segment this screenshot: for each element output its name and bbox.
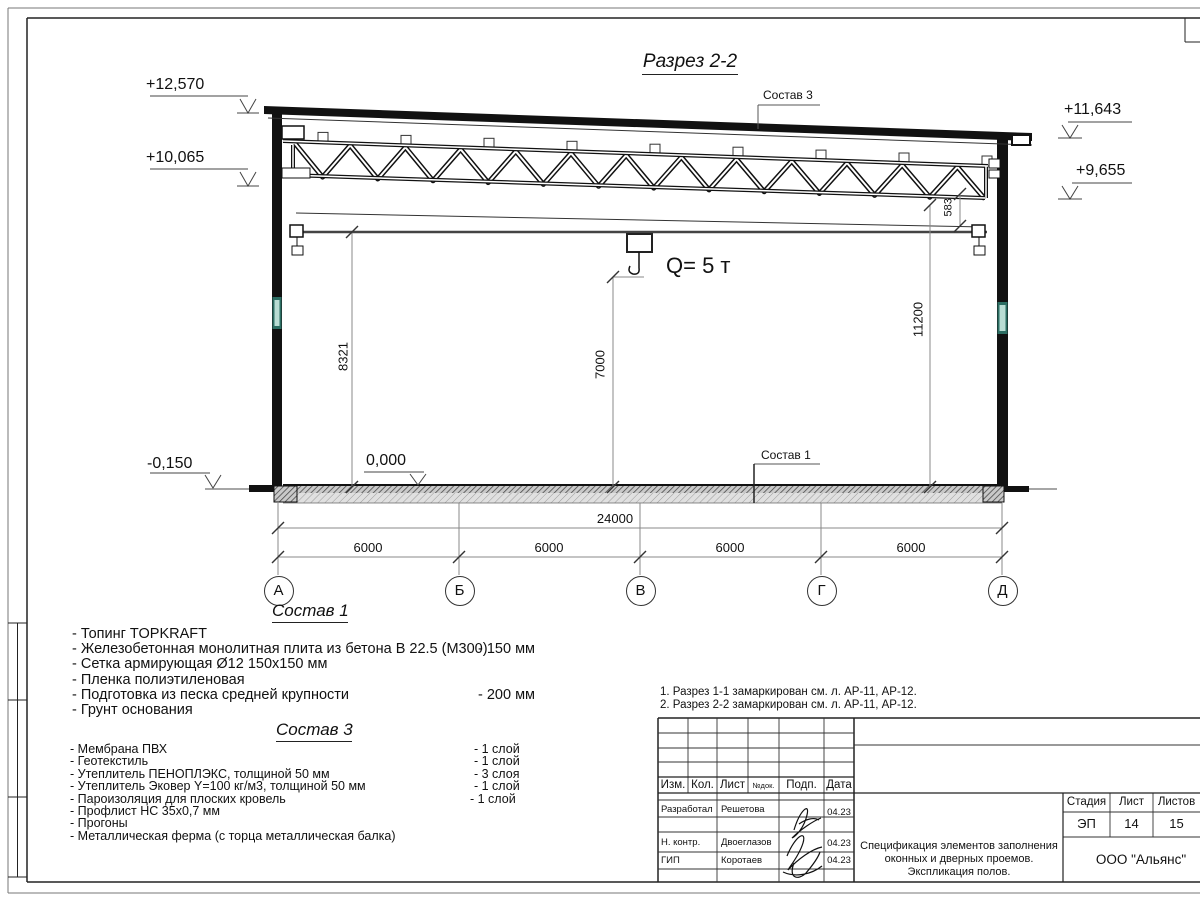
- spec1-item-value: - 200 мм: [478, 687, 536, 703]
- dim-11200: 11200: [910, 301, 926, 338]
- spec3-item: - Утеплитель Эковер Y=100 кг/м3, толщиной 50 мм: [70, 779, 366, 793]
- dim-bay-2: 6000: [534, 540, 564, 555]
- elevation-minus0150: -0,150: [147, 455, 193, 472]
- stamp-doc-title-line2: оконных и дверных проемов.: [884, 853, 1034, 865]
- spec1-item: - Железобетонная монолитная плита из бетона В 22.5 (М300): [72, 641, 488, 657]
- axis-bubble-g: Г: [807, 576, 837, 606]
- spec1-item: - Подготовка из песка средней крупности: [72, 687, 350, 703]
- spec3-item: - Прогоны: [70, 816, 128, 830]
- spec3-item: - Металлическая ферма (с торца металлическая балка): [70, 829, 396, 843]
- stamp-name-2: Двоеглазов: [721, 837, 772, 848]
- drawing-title: Разрез 2-2: [642, 51, 738, 75]
- spec1-heading: Состав 1: [272, 601, 348, 623]
- dim-8321: 8321: [335, 342, 351, 371]
- stamp-stage-value: ЭП: [1077, 816, 1096, 831]
- spec3-item-value: - 1 слой: [470, 792, 516, 806]
- elevation-plus12570: +12,570: [146, 76, 205, 93]
- stamp-org-name: ООО "Альянс": [1095, 852, 1187, 867]
- spec3-item: - Мембрана ПВХ: [70, 742, 168, 756]
- stamp-doc-title-line1: Спецификация элементов заполнения: [860, 840, 1058, 852]
- elevation-plus10065: +10,065: [146, 149, 205, 166]
- crane-load-label: Q= 5 т: [666, 253, 731, 278]
- spec1-item: - Сетка армирующая Ø12 150х150 мм: [72, 656, 328, 672]
- axis-bubble-d: Д: [988, 576, 1018, 606]
- stamp-role-1: Разработал: [661, 804, 713, 815]
- leader-label-sostav1: Состав 1: [761, 448, 811, 462]
- spec1-item: - Топинг TOPKRAFT: [72, 626, 207, 642]
- spec3-item: - Утеплитель ПЕНОПЛЭКС, толщиной 50 мм: [70, 767, 330, 781]
- spec3-item: - Геотекстиль: [70, 754, 149, 768]
- stamp-sheets-value: 15: [1169, 816, 1184, 831]
- stamp-doc-title-line3: Экспликация полов.: [907, 866, 1011, 878]
- stamp-stage-label: Стадия: [1066, 796, 1107, 808]
- elevation-0000: 0,000: [366, 452, 407, 469]
- stamp-col-podp: Подп.: [786, 779, 817, 791]
- stamp-col-kol: Кол.: [691, 779, 714, 791]
- spec1-item: - Пленка полиэтиленовая: [72, 672, 245, 688]
- signature-strokes: [783, 809, 822, 878]
- spec3-item-value: - 1 слой: [474, 742, 520, 756]
- note-line-2: 2. Разрез 2-2 замаркирован см. л. АР-11, АР-12.: [660, 699, 917, 711]
- note-line-1: 1. Разрез 1-1 замаркирован см. л. АР-11, АР-12.: [660, 686, 917, 698]
- stamp-col-izm: Изм.: [660, 779, 686, 791]
- stamp-role-3: ГИП: [661, 855, 680, 866]
- stamp-date-1: 04.23: [827, 807, 851, 818]
- spec3-heading: Состав 3: [276, 720, 352, 742]
- stamp-col-list: Лист: [720, 779, 745, 791]
- dim-7000: 7000: [592, 350, 608, 379]
- leader-label-sostav3: Состав 3: [763, 88, 813, 102]
- elevation-plus11643: +11,643: [1064, 101, 1122, 118]
- spec1-item: - Грунт основания: [72, 702, 193, 718]
- stamp-col-data: Дата: [826, 779, 852, 791]
- dim-bay-3: 6000: [715, 540, 745, 555]
- stamp-date-3: 04.23: [827, 855, 851, 866]
- stamp-sheet-label: Лист: [1119, 796, 1144, 808]
- stamp-col-ndok: №док.: [752, 781, 775, 790]
- dim-24000: 24000: [596, 511, 634, 526]
- stamp-name-1: Решетова: [721, 804, 765, 815]
- spec3-item: - Пароизоляция для плоских кровель: [70, 792, 286, 806]
- stamp-name-3: Коротаев: [721, 855, 763, 866]
- elevation-plus9655: +9,655: [1076, 162, 1126, 179]
- spec3-item-value: - 1 слой: [474, 779, 520, 793]
- stamp-sheet-value: 14: [1124, 816, 1139, 831]
- axis-bubble-v: В: [626, 576, 656, 606]
- stamp-sheets-label: Листов: [1157, 796, 1196, 808]
- spec3-item: - Профлист НС 35х0,7 мм: [70, 804, 220, 818]
- dim-bay-4: 6000: [896, 540, 926, 555]
- axis-bubble-a: А: [264, 576, 294, 606]
- axis-bubble-b: Б: [445, 576, 475, 606]
- stamp-role-2: Н. контр.: [661, 837, 701, 848]
- spec3-item-value: - 3 слоя: [474, 767, 520, 781]
- stamp-date-2: 04.23: [827, 838, 851, 849]
- dim-bay-1: 6000: [353, 540, 383, 555]
- spec1-item-value: - 150 мм: [478, 641, 536, 657]
- dim-583: 583: [942, 198, 955, 217]
- spec3-item-value: - 1 слой: [474, 754, 520, 768]
